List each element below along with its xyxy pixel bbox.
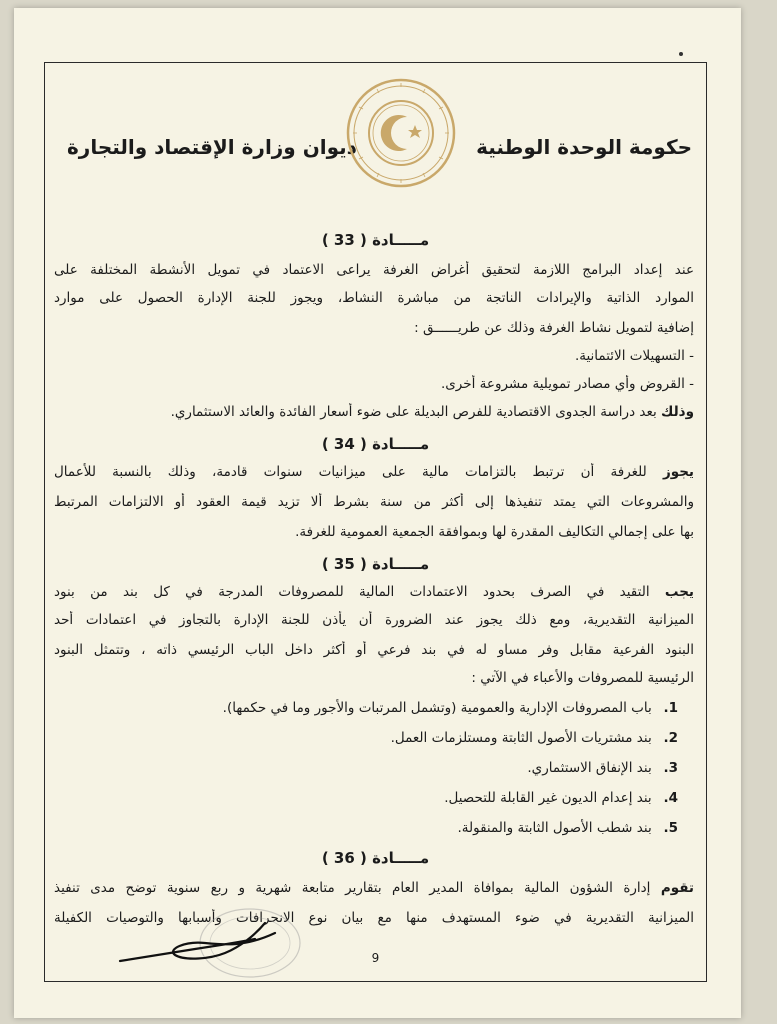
- list-item-number: 1.: [663, 700, 678, 716]
- article-35-heading: مـــــادة ( 35 ): [321, 555, 430, 573]
- article-36-line-2: الميزانية التقديرية في ضوء المستهدف منها مع بيان نوع الانحرافات وأسبابها والتوصيات الكفيلة: [54, 910, 694, 926]
- article-33-line-2: الموارد الذاتية والإيرادات الناتجة من مباشرة النشاط، ويجوز للجنة الإدارة الحصول على موارد: [54, 290, 694, 306]
- article-35-line-1: [54, 583, 694, 601]
- article-33-lead-word: وذلك: [661, 404, 694, 420]
- article-34-line-1-text: للغرفة أن ترتبط بالتزامات مالية على ميزانيات سنوات قادمة، وذلك بالنسبة للأعمال: [54, 464, 647, 480]
- article-35-line-1-text: التقيد في الصرف بحدود الاعتمادات المالية للمصروفات المدرجة في كل بند من بنود: [54, 584, 650, 600]
- article-36-line-1-text: إدارة الشؤون المالية بموافاة المدير العام بتقارير متابعة شهرية و ربع سنوية توضح مدى تنفيذ: [54, 880, 651, 896]
- article-35-line-2: الميزانية التقديرية، ومع ذلك يجوز عند الضرورة أن يأذن للجنة الإدارة بالتجاوز في اعتمادات أحد: [54, 612, 694, 628]
- article-35-line-4: الرئيسية للمصروفات والأعباء في الآتي :: [471, 670, 694, 686]
- list-item-number: 2.: [663, 730, 678, 746]
- list-item-number: 5.: [663, 820, 678, 836]
- list-item-text: بند مشتريات الأصول الثابتة ومستلزمات العمل.: [390, 730, 652, 746]
- list-item-text: باب المصروفات الإدارية والعمومية (وتشمل المرتبات والأجور وما في حكمها).: [222, 700, 652, 716]
- list-item: [38, 729, 678, 747]
- list-item-number: 4.: [663, 790, 678, 806]
- article-34-lead-word: يجوز: [662, 464, 694, 480]
- article-34-line-2: والمشروعات التي يمتد تنفيذها إلى أكثر من سنة بشرط ألا تزيد قيمة العقود أو الالتزامات المرتبط: [54, 494, 694, 510]
- article-33-line-3: إضافية لتمويل نشاط الغرفة وذلك عن طريــــــق :: [414, 320, 694, 336]
- article-34-heading: مـــــادة ( 34 ): [321, 435, 430, 453]
- article-36-line-1: [54, 879, 694, 897]
- ink-dot: [679, 52, 683, 56]
- article-36-heading: مـــــادة ( 36 ): [321, 849, 430, 867]
- article-34-line-3: بها على إجمالي التكاليف المقدرة لها وبموافقة الجمعية العمومية للغرفة.: [295, 524, 694, 540]
- article-35-line-3: البنود الفرعية مقابل وفر مساو له في بند فرعي أو أكثر داخل الباب الرئيسي ذاته ، وتتمثل البنود: [54, 642, 694, 658]
- government-title: حكومة الوحدة الوطنية: [476, 135, 692, 159]
- list-item-text: بند شطب الأصول الثابتة والمنقولة.: [457, 820, 652, 836]
- article-33-line-4: - التسهيلات الائتمانية.: [574, 348, 694, 364]
- list-item: [38, 699, 678, 717]
- article-34-line-1: [54, 463, 694, 481]
- article-33-heading: مـــــادة ( 33 ): [321, 231, 430, 249]
- list-item: [38, 759, 678, 777]
- article-33-line-6-text: بعد دراسة الجدوى الاقتصادية للفرص البديلة على ضوء أسعار الفائدة والعائد الاستثماري.: [170, 404, 657, 420]
- ministry-title: ديوان وزارة الإقتصاد والتجارة: [67, 135, 357, 159]
- page-border: [44, 62, 707, 982]
- article-33-line-6: [54, 403, 694, 421]
- page-number: 9: [371, 951, 380, 965]
- article-33-line-5: - القروض وأي مصادر تمويلية مشروعة أخرى.: [440, 376, 694, 392]
- document-page: [14, 8, 741, 1018]
- list-item: [38, 789, 678, 807]
- article-33-line-1: عند إعداد البرامج اللازمة لتحقيق أغراض الغرفة يراعى الاعتماد في تمويل الأنشطة المختلفة على: [54, 262, 694, 278]
- article-35-lead-word: يجب: [664, 584, 694, 600]
- list-item: [38, 819, 678, 837]
- list-item-number: 3.: [663, 760, 678, 776]
- state-seal-icon: [345, 77, 457, 189]
- letterhead: [45, 73, 706, 203]
- list-item-text: بند إعدام الديون غير القابلة للتحصيل.: [444, 790, 652, 806]
- article-36-lead-word: تقوم: [660, 880, 694, 896]
- list-item-text: بند الإنفاق الاستثماري.: [527, 760, 652, 776]
